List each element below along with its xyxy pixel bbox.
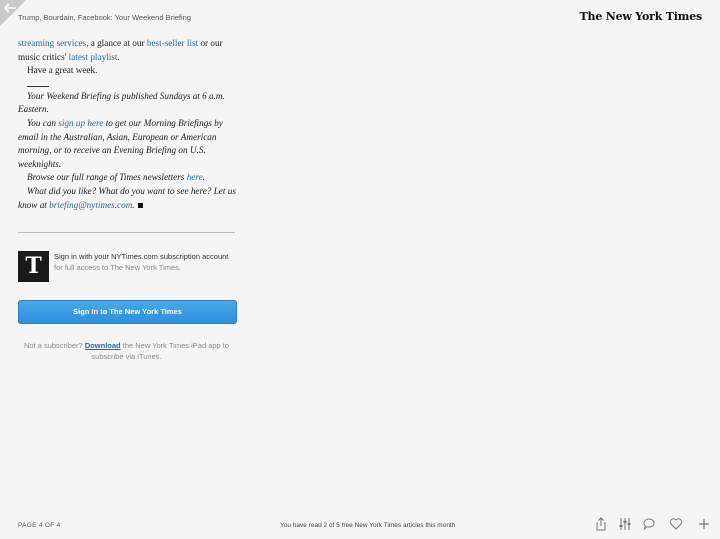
newsletters-link[interactable]: here: [186, 172, 203, 183]
subscribe-message: Not a subscriber? Download the New York Times iPad app to subscribe via iTunes.: [23, 341, 230, 361]
article-title: Trump, Bourdain, Facebook: Your Weekend Briefing: [18, 13, 192, 22]
nyt-t-logo: T: [18, 251, 49, 282]
articles-read-counter: You have read 2 of 5 free New York Times articles this month: [280, 522, 456, 529]
article-paragraph: Browse our full range of Times newsletters here.: [27, 172, 205, 183]
section-rule: [27, 86, 49, 87]
signin-button[interactable]: Sign In to The New York Times: [18, 300, 237, 324]
download-link[interactable]: Download: [84, 341, 121, 350]
article-paragraph: What did you like? What do you want to see here? Let us know at briefing@nytimes.com.: [18, 185, 236, 210]
end-mark-icon: [138, 203, 143, 208]
signin-message: Sign in with your NYTimes.com subscription account for full access to The New York Times.: [54, 252, 229, 272]
plus-icon[interactable]: [697, 517, 711, 531]
streaming-services-link[interactable]: streaming services: [18, 38, 87, 48]
divider: [18, 232, 235, 233]
article-paragraph: Have a great week.: [27, 65, 98, 76]
latest-playlist-link[interactable]: latest playlist: [68, 51, 118, 62]
article-paragraph: Your Weekend Briefing is published Sundays at 6 a.m. Eastern.: [18, 90, 225, 115]
article-paragraph: You can sign up here to get our Morning Briefings by email in the Australian, Asian, European or American morning, or to receive an Evening Briefing on U.S. weeknights.: [18, 117, 223, 169]
comment-icon[interactable]: [642, 517, 656, 531]
sign-up-link[interactable]: sign up here: [58, 117, 104, 128]
settings-icon[interactable]: [618, 517, 632, 531]
back-arrow-icon[interactable]: [2, 2, 18, 14]
article-body: [18, 37, 236, 212]
best-seller-list-link[interactable]: best-seller list: [146, 38, 199, 48]
share-icon[interactable]: [594, 517, 608, 531]
heart-icon[interactable]: [669, 517, 683, 531]
article-paragraph: streaming services, a glance at our best-seller list or our music critics' latest playlist.: [18, 38, 223, 62]
page-indicator: PAGE 4 OF 4: [18, 522, 61, 529]
briefing-email-link[interactable]: briefing@nytimes.com: [49, 199, 133, 210]
nyt-logo: The New York Times: [579, 10, 702, 23]
